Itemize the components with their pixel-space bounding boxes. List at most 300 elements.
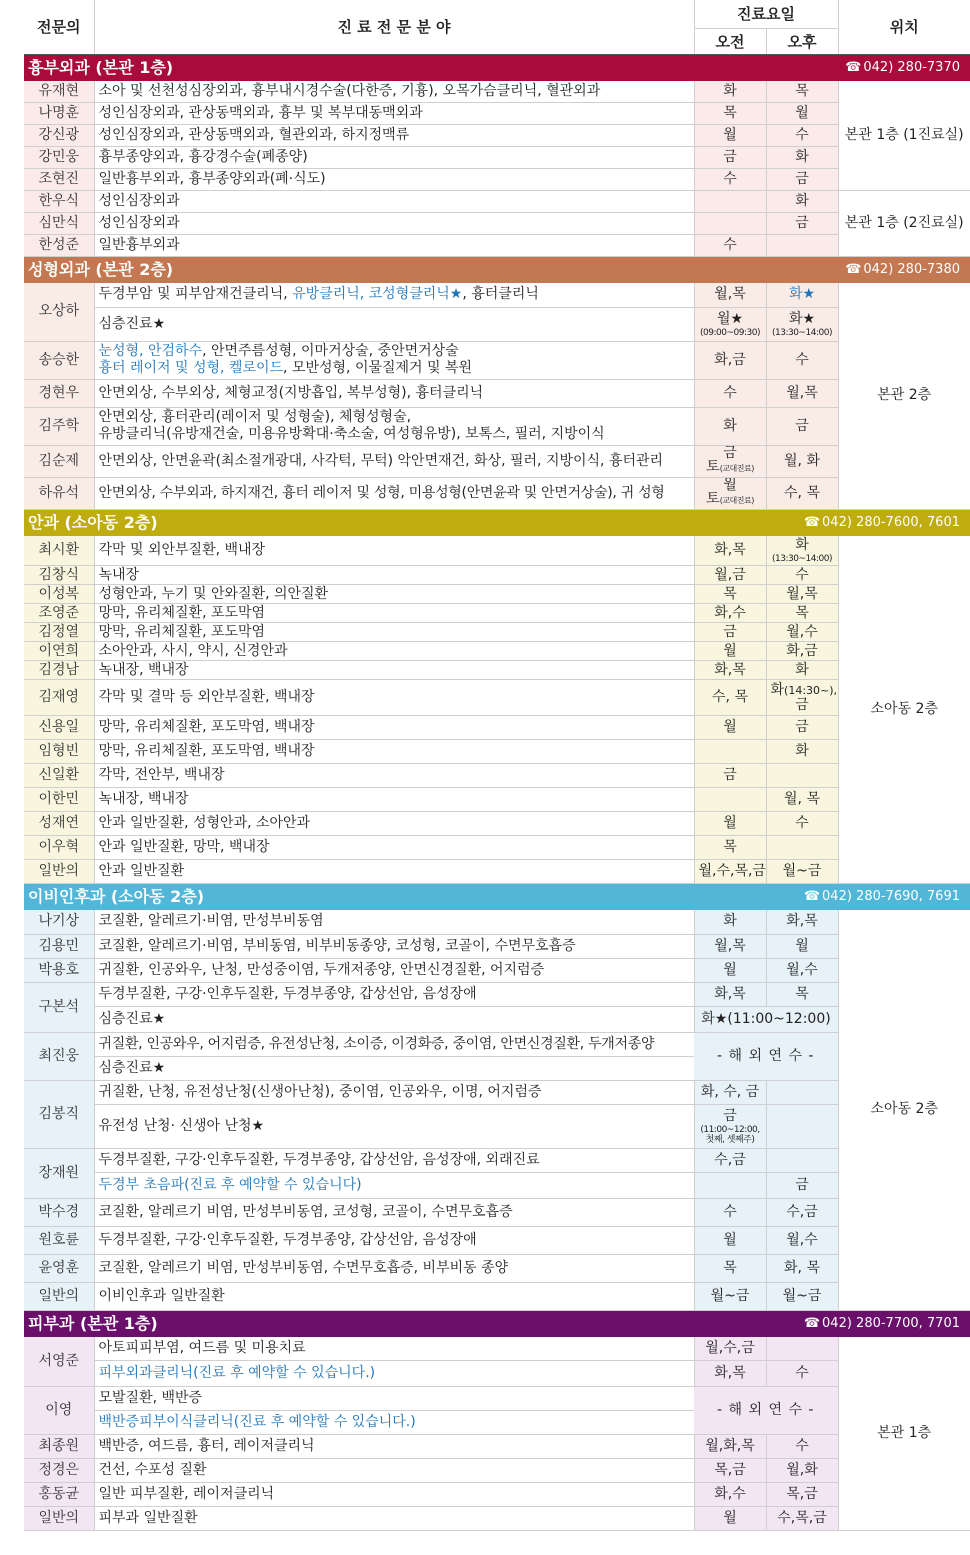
location-cell: 본관 2층 (838, 283, 970, 509)
am-day: 화,목 (694, 982, 766, 1006)
doctor-name: 김순제 (24, 445, 94, 477)
table-row (24, 836, 970, 860)
table-row (24, 1148, 970, 1172)
specialty-text: 망막, 유리체질환, 포도막염, 백내장 (94, 716, 694, 740)
am-day: 화 (694, 407, 766, 445)
doctor-name: 이한민 (24, 788, 94, 812)
pm-day (766, 307, 838, 341)
text-fragment: (13:30~14:00) (772, 553, 832, 564)
table-row (24, 125, 970, 147)
doctor-name: 최진웅 (24, 1032, 94, 1080)
specialty-text: 소아안과, 사시, 약시, 신경안과 (94, 642, 694, 661)
am-day: 월~금 (694, 1282, 766, 1310)
pm-day: 월 (766, 934, 838, 958)
pm-day (766, 836, 838, 860)
am-day: 수 (694, 235, 766, 257)
specialty-text: 각막 및 결막 등 외안부질환, 백내장 (94, 680, 694, 716)
specialty-text (94, 341, 694, 379)
text-fragment: 눈성형, 안검하수 (98, 343, 203, 359)
text-fragment (699, 492, 762, 508)
text-fragment: 토 (706, 491, 720, 507)
am-day (694, 477, 766, 509)
am-day (694, 740, 766, 764)
table-row (24, 910, 970, 934)
specialty-text: 코질환, 알레르기 비염, 만성부비동염, 수면무호흡증, 비부비동 종양 (94, 1254, 694, 1282)
doctor-name: 김경남 (24, 661, 94, 680)
text-fragment: 금 (723, 445, 737, 461)
text-fragment: 월 (723, 477, 737, 493)
am-day: - 해 외 연 수 - (694, 1032, 838, 1080)
table-row (24, 103, 970, 125)
table-row (24, 680, 970, 716)
text-fragment: 화★ (788, 310, 816, 327)
header-row-1 (24, 0, 970, 28)
am-day: 화,수 (694, 1483, 766, 1507)
specialty-text: 망막, 유리체질환, 포도막염, 백내장 (94, 740, 694, 764)
am-day: 수 (694, 379, 766, 407)
table-row (24, 1387, 970, 1411)
text-fragment (770, 681, 838, 698)
pm-day: 수 (766, 341, 838, 379)
table-row (24, 982, 970, 1006)
location-cell: 소아동 2층 (838, 910, 970, 1310)
am-day: 월 (694, 812, 766, 836)
dept-phone: 042) 280-7600, 7601 (822, 514, 960, 530)
pm-day: 금 (766, 213, 838, 235)
doctor-name: 김창식 (24, 566, 94, 585)
am-day: 월 (694, 1226, 766, 1254)
am-day: 목 (694, 1254, 766, 1282)
doctor-name: 신용일 (24, 716, 94, 740)
pm-day: 화 (766, 191, 838, 213)
am-day: 월,목 (694, 934, 766, 958)
text-fragment: 흉터 레이저 및 성형, 켈로이드 (98, 360, 284, 376)
specialty-text (94, 283, 694, 307)
text-fragment: 유방클리닉(유방재건술, 미용유방확대·축소술, 여성형유방), 보톡스, 필러, 지방이식 (98, 426, 605, 442)
pm-day: 금 (766, 407, 838, 445)
dept-phone: 042) 280-7370 (863, 59, 960, 75)
pm-day: 금 (766, 169, 838, 191)
specialty-text: 일반흉부외과, 흉부종양외과(폐·식도) (94, 169, 694, 191)
table-row (24, 623, 970, 642)
doctor-name: 김재영 (24, 680, 94, 716)
doctor-name: 일반의 (24, 1282, 94, 1310)
doctor-name: 박수경 (24, 1198, 94, 1226)
am-day (694, 1172, 766, 1198)
specialty-text: 일반흉부외과 (94, 235, 694, 257)
pm-day: 월,수 (766, 958, 838, 982)
table-row (24, 1104, 970, 1148)
phone-icon: ☎ (803, 1315, 821, 1331)
am-day: 화 (694, 910, 766, 934)
am-day: 목 (694, 836, 766, 860)
phone-icon: ☎ (845, 262, 862, 277)
text-fragment (99, 343, 690, 360)
table-row (24, 1337, 970, 1361)
specialty-text: 이비인후과 일반질환 (94, 1282, 694, 1310)
am-day: 목 (694, 585, 766, 604)
schedule-table (24, 0, 970, 1531)
header-days: 진료요일 (694, 0, 838, 28)
text-fragment (699, 460, 762, 476)
specialty-text: 안면외상, 수부외과, 하지재건, 흉터 레이저 및 성형, 미용성형(안면윤곽 및 안면거상술), 귀 성형 (94, 477, 694, 509)
pm-day: 화 (766, 740, 838, 764)
pm-day: 월 (766, 103, 838, 125)
table-row (24, 477, 970, 509)
am-day: 화, 수, 금 (694, 1080, 766, 1104)
specialty-text: 안면외상, 안면윤곽(최소절개광대, 사각턱, 무턱) 악안면재건, 화상, 필러, 지방이식, 흉터관리 (94, 445, 694, 477)
am-day: 수,금 (694, 1148, 766, 1172)
table-row (24, 1006, 970, 1032)
doctor-name: 이성복 (24, 585, 94, 604)
table-cell (766, 257, 970, 284)
pm-day: 화, 목 (766, 1254, 838, 1282)
doctor-name: 이영 (24, 1387, 94, 1435)
specialty-text: 소아 및 선천성심장외과, 흉부내시경수술(다한증, 기흉), 오목가슴클리닉, 혈관외과 (94, 81, 694, 103)
pm-day: 목 (766, 604, 838, 623)
specialty-text: 성형안과, 누기 및 안와질환, 의안질환 (94, 585, 694, 604)
table-row (24, 283, 970, 307)
header-specialty: 진 료 전 문 분 야 (94, 0, 694, 54)
specialty-text: 녹내장, 백내장 (94, 788, 694, 812)
header-pm: 오후 (766, 28, 838, 54)
am-day (694, 1104, 766, 1148)
doctor-name: 윤영훈 (24, 1254, 94, 1282)
table-row (24, 1254, 970, 1282)
am-day: 금 (694, 147, 766, 169)
doctor-name: 김정열 (24, 623, 94, 642)
am-day: 화,수 (694, 604, 766, 623)
am-day: 월,목 (694, 283, 766, 307)
doctor-name: 조영준 (24, 604, 94, 623)
doctor-name: 조현진 (24, 169, 94, 191)
text-fragment: , 모반성형, 이물질제거 및 복원 (283, 360, 473, 376)
specialty-text: 흉부종양외과, 흉강경수술(폐종양) (94, 147, 694, 169)
dept-plastic-rows (24, 283, 970, 509)
specialty-text: 심층진료★ (94, 307, 694, 341)
specialty-text: 귀질환, 인공와우, 난청, 만성중이염, 두개저종양, 안면신경질환, 어지럼증 (94, 958, 694, 982)
table-row (24, 213, 970, 235)
dept-name: 흉부외과 (본관 1층) (28, 57, 174, 77)
pm-day: 수,금 (766, 1198, 838, 1226)
pm-day: 목 (766, 81, 838, 103)
pm-day: 월~금 (766, 860, 838, 884)
am-day: 화★(11:00~12:00) (694, 1006, 838, 1032)
pm-day: 월, 목 (766, 788, 838, 812)
pm-day (766, 235, 838, 257)
am-day (694, 213, 766, 235)
specialty-text: 백반증, 여드름, 흉터, 레이저클리닉 (94, 1435, 694, 1459)
text-fragment: (09:00~09:30) (700, 327, 760, 338)
table-row (24, 341, 970, 379)
table-row (24, 716, 970, 740)
am-day: 월 (694, 1507, 766, 1531)
doctor-name: 유재현 (24, 81, 94, 103)
location-cell: 본관 1층 (1진료실) (838, 81, 970, 191)
specialty-text: 피부과 일반질환 (94, 1507, 694, 1531)
specialty-text: 녹내장 (94, 566, 694, 585)
table-row (24, 1172, 970, 1198)
am-day: 화,목 (694, 661, 766, 680)
dept-phone: 042) 280-7700, 7701 (822, 1315, 960, 1331)
table-row (24, 764, 970, 788)
doctor-name: 오상하 (24, 283, 94, 341)
specialty-text: 각막, 전안부, 백내장 (94, 764, 694, 788)
pm-day: 수 (766, 1435, 838, 1459)
specialty-text: 코질환, 알레르기·비염, 부비동염, 비부비동종양, 코성형, 코골이, 수면무호흡증 (94, 934, 694, 958)
table-row (24, 1483, 970, 1507)
text-fragment: 유방클리닉, 코성형클리닉★ (292, 286, 463, 303)
doctor-name: 원호륜 (24, 1226, 94, 1254)
doctor-name: 박용호 (24, 958, 94, 982)
specialty-text: 백반증피부이식클리닉(진료 후 예약할 수 있습니다.) (94, 1411, 694, 1435)
specialty-text: 심층진료★ (94, 1006, 694, 1032)
specialty-text: 두경부질환, 구강·인후두질환, 두경부종양, 갑상선암, 음성장애 (94, 982, 694, 1006)
dept-dermatology-rows (24, 1337, 970, 1531)
phone-icon: ☎ (845, 59, 862, 75)
text-fragment: (13:30~14:00) (772, 327, 832, 338)
dept-ophthalmology-rows (24, 536, 970, 884)
doctor-name: 한우식 (24, 191, 94, 213)
text-fragment: 월★ (716, 310, 744, 327)
pm-day: 목,금 (766, 1483, 838, 1507)
specialty-text: 심층진료★ (94, 1056, 694, 1080)
table-row (24, 1435, 970, 1459)
specialty-text: 코질환, 알레르기 비염, 만성부비동염, 코성형, 코골이, 수면무호흡증 (94, 1198, 694, 1226)
table-row (24, 585, 970, 604)
doctor-name: 일반의 (24, 1507, 94, 1531)
dept-name: 안과 (소아동 2층) (28, 512, 158, 532)
doctor-name: 홍동균 (24, 1483, 94, 1507)
text-fragment: , 안면주름성형, 이마거상술, 중안면거상술 (202, 343, 459, 359)
table-row (24, 1198, 970, 1226)
doctor-name: 강민웅 (24, 147, 94, 169)
doctor-name: 김주학 (24, 407, 94, 445)
am-day (694, 307, 766, 341)
table-row (24, 860, 970, 884)
doctor-name: 송승한 (24, 341, 94, 379)
doctor-name: 하유석 (24, 477, 94, 509)
am-day: 화,목 (694, 536, 766, 566)
pm-day: 월, 화 (766, 445, 838, 477)
text-fragment: (교대진료) (719, 464, 754, 473)
text-fragment: 두경부암 및 피부암재건클리닉, (98, 286, 293, 303)
doctor-name: 최시환 (24, 536, 94, 566)
dept-header-ent (24, 884, 970, 911)
doctor-name: 나기상 (24, 910, 94, 934)
doctor-name: 김봉직 (24, 1080, 94, 1148)
pm-day: 수 (766, 812, 838, 836)
doctor-name: 서영준 (24, 1337, 94, 1387)
specialty-text: 성인심장외과 (94, 191, 694, 213)
table-row (24, 740, 970, 764)
doctor-name: 장재원 (24, 1148, 94, 1198)
dept-phone: 042) 280-7380 (863, 262, 960, 277)
specialty-text: 모발질환, 백반증 (94, 1387, 694, 1411)
schedule-page (24, 0, 970, 1531)
pm-day: 금 (766, 716, 838, 740)
text-fragment: , 흉터클리닉 (462, 286, 539, 303)
pm-day: 화,목 (766, 910, 838, 934)
am-day: 월 (694, 958, 766, 982)
doctor-name: 구본석 (24, 982, 94, 1032)
pm-day: 목 (766, 982, 838, 1006)
table-row (24, 604, 970, 623)
table-row (24, 1459, 970, 1483)
table-cell (766, 884, 970, 911)
pm-day (766, 1337, 838, 1361)
table-row (24, 1282, 970, 1310)
am-day: 월,수,목,금 (694, 860, 766, 884)
table-cell (766, 509, 970, 536)
table-row (24, 169, 970, 191)
doctor-name: 한성준 (24, 235, 94, 257)
header-doctor: 전문의 (24, 0, 94, 54)
doctor-name: 임형빈 (24, 740, 94, 764)
table-row (24, 1032, 970, 1056)
specialty-text: 두경부질환, 구강·인후두질환, 두경부종양, 갑상선암, 음성장애 (94, 1226, 694, 1254)
table-row (24, 379, 970, 407)
dept-name: 피부과 (본관 1층) (28, 1313, 158, 1333)
dept-header-thoracic (24, 54, 970, 81)
header-am: 오전 (694, 28, 766, 54)
text-fragment: 금 (795, 696, 809, 713)
specialty-text: 건선, 수포성 질환 (94, 1459, 694, 1483)
pm-day: 금 (766, 1172, 838, 1198)
specialty-text: 성인심장외과 (94, 213, 694, 235)
table-row (24, 307, 970, 341)
specialty-text: 안과 일반질환 (94, 860, 694, 884)
doctor-name: 경현우 (24, 379, 94, 407)
am-day: 수 (694, 1198, 766, 1226)
am-day: - 해 외 연 수 - (694, 1387, 838, 1435)
doctor-name: 강신광 (24, 125, 94, 147)
pm-day (766, 764, 838, 788)
am-day: 화,목 (694, 1361, 766, 1387)
table-row (24, 235, 970, 257)
pm-day: 월~금 (766, 1282, 838, 1310)
doctor-name: 일반의 (24, 860, 94, 884)
specialty-text: 두경부질환, 구강·인후두질환, 두경부종양, 갑상선암, 음성장애, 외래진료 (94, 1148, 694, 1172)
doctor-name: 심만식 (24, 213, 94, 235)
specialty-text: 귀질환, 난청, 유전성난청(신생아난청), 중이염, 인공와우, 이명, 어지럼증 (94, 1080, 694, 1104)
specialty-text: 유전성 난청· 신생아 난청★ (94, 1104, 694, 1148)
table-cell (766, 54, 970, 81)
pm-day: 화 (766, 661, 838, 680)
text-fragment: (14:30~), (784, 683, 838, 697)
pm-day (766, 1080, 838, 1104)
specialty-text: 성인심장외과, 관상동맥외과, 혈관외과, 하지정맥류 (94, 125, 694, 147)
phone-icon: ☎ (803, 514, 821, 530)
specialty-text: 각막 및 외안부질환, 백내장 (94, 536, 694, 566)
table-cell (766, 1310, 970, 1337)
table-row (24, 147, 970, 169)
pm-day: 월,수 (766, 1226, 838, 1254)
pm-day: 수, 목 (766, 477, 838, 509)
specialty-text: 코질환, 알레르기·비염, 만성부비동염 (94, 910, 694, 934)
table-row (24, 1361, 970, 1387)
table-row (24, 1080, 970, 1104)
pm-day (766, 680, 838, 716)
doctor-name: 최종원 (24, 1435, 94, 1459)
specialty-text: 망막, 유리체질환, 포도막염 (94, 604, 694, 623)
table-row (24, 1226, 970, 1254)
header-location: 위치 (838, 0, 970, 54)
dept-header-dermatology (24, 1310, 970, 1337)
text-fragment (99, 360, 690, 377)
am-day: 목,금 (694, 1459, 766, 1483)
text-fragment: 안면외상, 흉터관리(레이저 및 성형술), 체형성형술, (98, 409, 412, 425)
text-fragment: 화 (770, 681, 785, 698)
specialty-text: 망막, 유리체질환, 포도막염 (94, 623, 694, 642)
table-row (24, 788, 970, 812)
am-day: 금 (694, 764, 766, 788)
pm-day: 화 (766, 147, 838, 169)
pm-day: 월,목 (766, 585, 838, 604)
doctor-name: 성재연 (24, 812, 94, 836)
pm-day: 월,화 (766, 1459, 838, 1483)
pm-day: 수 (766, 125, 838, 147)
doctor-name: 김용민 (24, 934, 94, 958)
text-fragment: 화 (795, 536, 809, 553)
doctor-name: 나명훈 (24, 103, 94, 125)
dept-thoracic-rows (24, 81, 970, 257)
location-cell: 소아동 2층 (838, 536, 970, 884)
location-cell: 본관 1층 (2진료실) (838, 191, 970, 257)
pm-day: 월,목 (766, 379, 838, 407)
table-row (24, 958, 970, 982)
pm-day (766, 536, 838, 566)
dept-ent-rows (24, 910, 970, 1310)
text-fragment: (교대진료) (719, 496, 754, 505)
pm-day: 화★ (766, 283, 838, 307)
doctor-name: 이우혁 (24, 836, 94, 860)
text-fragment: 토 (706, 459, 720, 475)
location-cell: 본관 1층 (838, 1337, 970, 1531)
dept-phone: 042) 280-7690, 7691 (822, 889, 960, 904)
specialty-text: 성인심장외과, 관상동맥외과, 흉부 및 복부대동맥외과 (94, 103, 694, 125)
doctor-name: 신일환 (24, 764, 94, 788)
am-day: 월,금 (694, 566, 766, 585)
specialty-text: 안면외상, 수부외상, 체형교정(지방흡입, 복부성형), 흉터클리닉 (94, 379, 694, 407)
pm-day (766, 1104, 838, 1148)
am-day: 월,화,목 (694, 1435, 766, 1459)
am-day (694, 788, 766, 812)
text-fragment: 금 (723, 1107, 737, 1124)
am-day (694, 445, 766, 477)
pm-day: 수,목,금 (766, 1507, 838, 1531)
table-row (24, 445, 970, 477)
pm-day: 수 (766, 1361, 838, 1387)
am-day: 화,금 (694, 341, 766, 379)
table-row (24, 536, 970, 566)
specialty-text: 안과 일반질환, 성형안과, 소아안과 (94, 812, 694, 836)
pm-day: 수 (766, 566, 838, 585)
am-day: 월 (694, 642, 766, 661)
doctor-name: 이연희 (24, 642, 94, 661)
specialty-text: 두경부 초음파(진료 후 예약할 수 있습니다) (94, 1172, 694, 1198)
table-row (24, 812, 970, 836)
doctor-name: 정경은 (24, 1459, 94, 1483)
dept-name: 성형외과 (본관 2층) (28, 260, 174, 279)
table-row (24, 661, 970, 680)
table-row (24, 407, 970, 445)
am-day (694, 191, 766, 213)
pm-day (766, 1148, 838, 1172)
pm-day: 월,수 (766, 623, 838, 642)
am-day: 월 (694, 125, 766, 147)
specialty-text (94, 407, 694, 445)
